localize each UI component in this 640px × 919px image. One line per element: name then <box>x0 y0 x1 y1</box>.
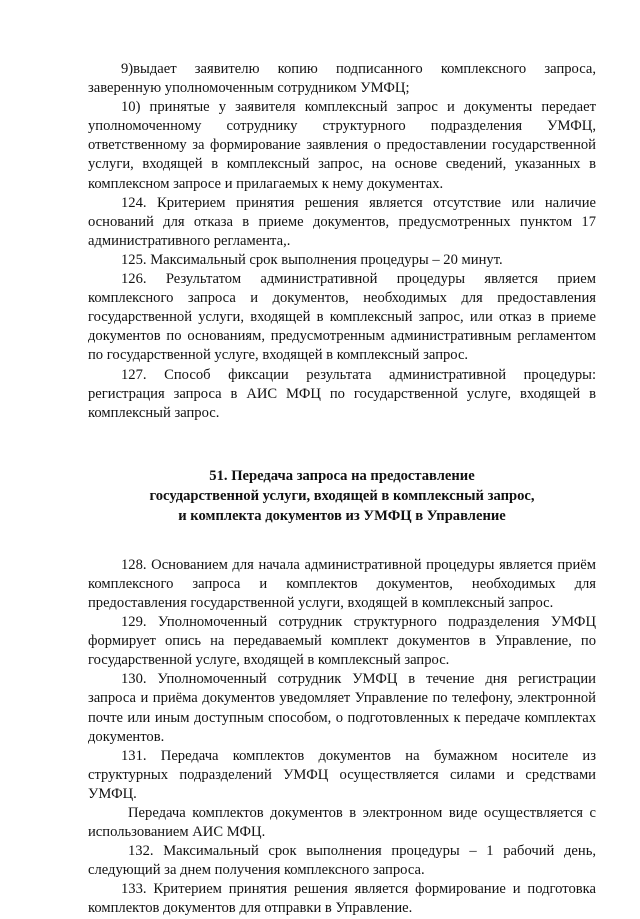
section-heading <box>88 466 596 526</box>
paragraph-132: 132. Максимальный срок выполнения процедуры – 1 рабочий день, следующий за днем получения комплексного запроса. <box>88 843 596 879</box>
paragraph-124: 124. Критерием принятия решения является отсутствие или наличие оснований для отказа в приеме документов, предусмотренных пунктом 17 административного регламента,. <box>88 194 596 249</box>
paragraph-133: 133. Критерием принятия решения является формирование и подготовка комплектов документов для отправки в Управление. <box>88 881 596 917</box>
section-heading-line-1: 51. Передача запроса на предоставление <box>209 467 475 484</box>
paragraph-126: 126. Результатом административной процедуры является прием комплексного запроса и документов, необходимых для предоставления государственной услуги, входящей в комплексный запрос, или отказ в приеме документов по основаниям, предусмотренным административным регламентом по государственной услуге, входящей в комплексный запрос. <box>88 271 596 364</box>
paragraph-130: 130. Уполномоченный сотрудник УМФЦ в течение дня регистрации запроса и приёма документов уведомляет Управление по телефону, электронной почте или иным доступным способом, о подготовленных к передаче комплектах документов. <box>88 671 596 745</box>
paragraph-item-10: 10) принятые у заявителя комплексный запрос и документы передает уполномоченному сотруднику структурного подразделения УМФЦ, ответственному за формирование заявления о предоставлении государственной услуги, входящей в комплексный запрос, на основе сведений, указанных в комплексном запросе и прилагаемых к нему документах. <box>88 99 596 192</box>
paragraph-129: 129. Уполномоченный сотрудник структурного подразделения УМФЦ формирует опись на передаваемый комплект документов в Управление, по государственной услуге, входящей в комплексный запрос. <box>88 614 596 669</box>
paragraph-item-9: 9)выдает заявителю копию подписанного комплексного запроса, заверенную уполномоченным сотрудником УМФЦ; <box>88 61 596 97</box>
paragraph-125: 125. Максимальный срок выполнения процедуры – 20 минут. <box>121 251 503 268</box>
section-heading-line-2: государственной услуги, входящей в комплексный запрос, <box>149 487 535 504</box>
paragraph-131-continued: Передача комплектов документов в электронном виде осуществляется с использованием АИС МФЦ. <box>88 805 596 841</box>
paragraph-131: 131. Передача комплектов документов на бумажном носителе из структурных подразделений УМФЦ осуществляется силами и средствами УМФЦ. <box>88 747 596 802</box>
document-page <box>88 60 596 919</box>
paragraph-127: 127. Способ фиксации результата административной процедуры: регистрация запроса в АИС МФЦ по государственной услуге, входящей в комплексный запрос. <box>88 366 596 421</box>
section-heading-line-3: и комплекта документов из УМФЦ в Управление <box>178 507 506 524</box>
paragraph-128: 128. Основанием для начала административной процедуры является приём комплексного запроса и комплектов документов, необходимых для предоставления государственной услуги, входящей в комплексный запрос. <box>88 556 596 611</box>
